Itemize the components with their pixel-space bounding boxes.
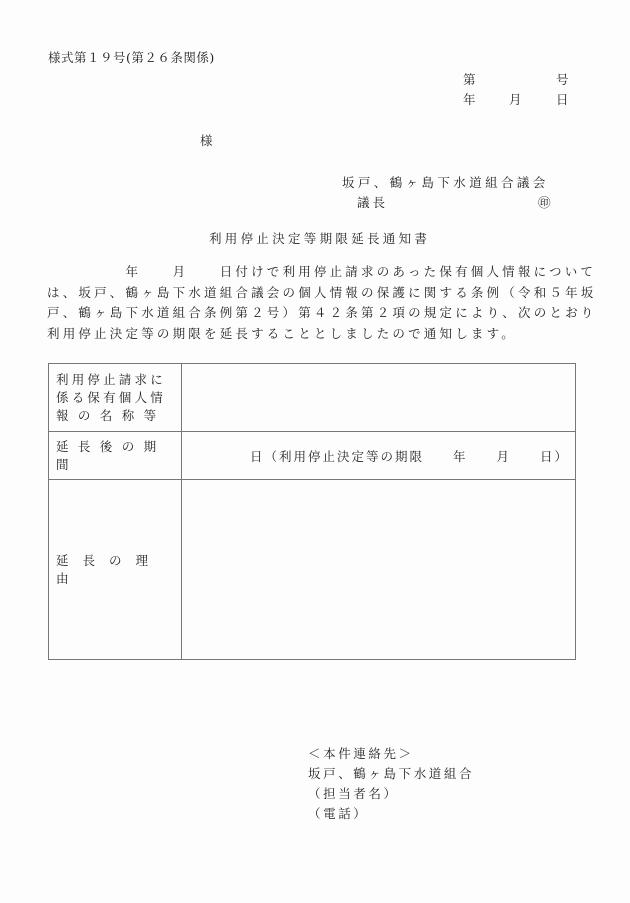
body-line: 年 月 日付けで利用停止請求のあった保有個人情報について — [47, 264, 597, 279]
table-row-extended-period — [49, 432, 576, 480]
doc-number-suffix: 号 — [556, 72, 569, 87]
label-line: 係る保有個人情 — [56, 389, 166, 405]
seal-icon: ㊞ — [538, 195, 551, 210]
value-extension-reason[interactable] — [182, 480, 576, 660]
table-row-info-name — [49, 364, 576, 432]
date-year-label: 年 — [463, 92, 476, 107]
info-table — [48, 363, 576, 660]
label-extension-reason: 延長の理由 — [49, 480, 182, 660]
body-line: 利用停止決定等の期限を延長することとしましたので通知します。 — [47, 325, 518, 341]
label-line: 報の名称等 — [56, 407, 166, 423]
value-info-name[interactable] — [182, 364, 576, 432]
body-line: 戸、鶴ヶ島下水道組合条例第２号）第４２条第２項の規定により、次のとおり — [47, 305, 597, 320]
label-info-name — [49, 364, 182, 432]
body-paragraph — [47, 262, 597, 344]
contact-heading: ＜本件連絡先＞ — [308, 746, 414, 761]
label-line: 利用停止請求に — [56, 371, 166, 387]
table-row-extension-reason — [49, 480, 576, 660]
value-extended-period[interactable]: 日（利用停止決定等の期限 年 月 日） — [182, 432, 576, 480]
contact-organization: 坂戸、鶴ヶ島下水道組合 — [308, 766, 475, 781]
label-extended-period: 延長後の期間 — [49, 432, 182, 480]
recipient-suffix: 様 — [200, 133, 213, 148]
form-number-label: 様式第１９号(第２６条関係) — [48, 50, 215, 65]
body-line: は、坂戸、鶴ヶ島下水道組合議会の個人情報の保護に関する条例（令和５年坂 — [47, 284, 597, 300]
sender-organization: 坂戸、鶴ヶ島下水道組合議会 — [342, 175, 549, 190]
contact-phone: （電話） — [308, 806, 369, 821]
date-month-label: 月 — [509, 92, 522, 107]
contact-person: （担当者名） — [308, 786, 399, 801]
contact-block — [308, 744, 474, 824]
document-title: 利用停止決定等期限延長通知書 — [209, 231, 431, 246]
doc-number-prefix: 第 — [463, 72, 476, 87]
date-day-label: 日 — [556, 92, 569, 107]
sender-title: 議長 — [357, 195, 389, 210]
